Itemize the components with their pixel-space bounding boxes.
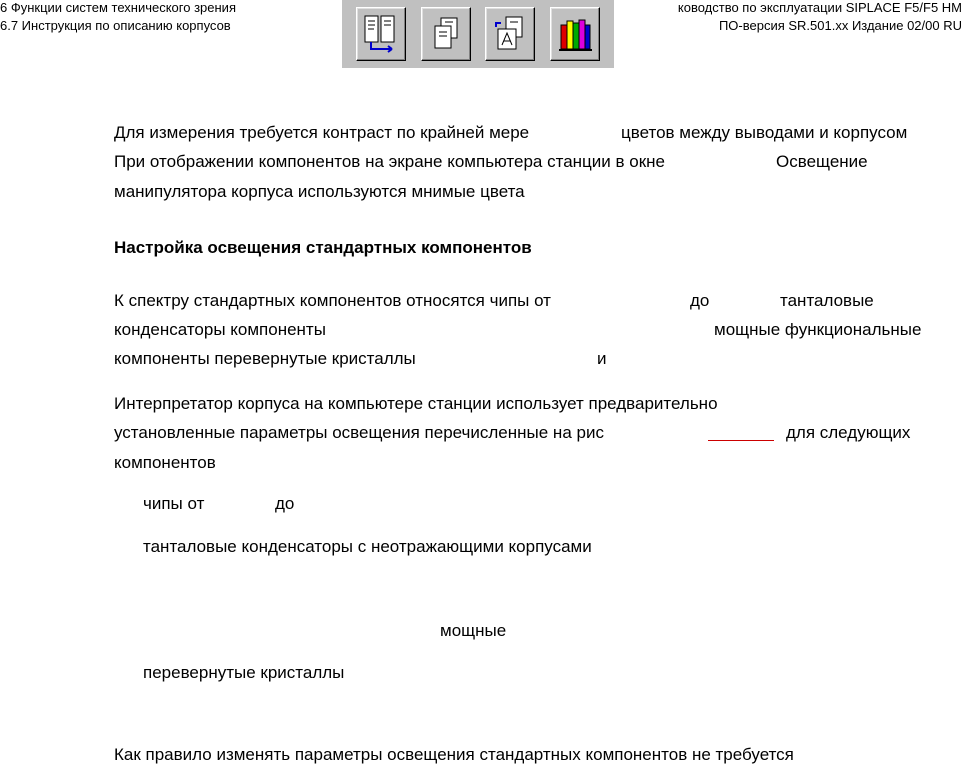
list-item-chips: чипы от — [143, 494, 205, 513]
header-section: 6.7 Инструкция по описанию корпусов — [0, 18, 231, 33]
paragraph-components-line1-to: до — [690, 291, 710, 310]
library-books-icon — [556, 13, 594, 55]
paragraph-contrast-line3: манипулятора корпуса используются мнимые цвета — [114, 182, 525, 201]
paragraph-components-line2-end: мощные функциональные — [714, 320, 922, 339]
navigation-toolbar — [342, 0, 614, 68]
table-of-contents-icon — [362, 13, 400, 55]
search-document-icon — [491, 13, 529, 55]
paragraph-contrast-window-name: Освещение — [776, 152, 868, 171]
list-item-flip-chip: перевернутые кристаллы — [143, 663, 345, 682]
paragraph-components-line3: компоненты перевернутые кристаллы — [114, 349, 416, 368]
paragraph-interpreter-line1: Интерпретатор корпуса на компьютере станции использует предварительно — [114, 394, 718, 413]
list-item-chips-to: до — [275, 494, 295, 513]
header-chapter: 6 Функции систем технического зрения — [0, 0, 236, 15]
paragraph-interpreter-line2-end: для следующих — [786, 423, 911, 442]
paragraph-components-line3-and: и — [597, 349, 607, 368]
paragraph-contrast-line2: При отображении компонентов на экране компьютера станции в окне — [114, 152, 665, 171]
pages-icon — [427, 13, 465, 55]
paragraph-components-line2: конденсаторы компоненты — [114, 320, 326, 339]
figure-reference-link[interactable] — [708, 440, 774, 441]
paragraph-contrast-line1: Для измерения требуется контраст по крайней мере — [114, 123, 530, 142]
paragraph-conclusion: Как правило изменять параметры освещения стандартных компонентов не требуется — [114, 745, 794, 764]
table-of-contents-button[interactable] — [356, 7, 406, 61]
header-version: ПО-версия SR.501.xx Издание 02/00 RU — [718, 18, 962, 33]
header-manual-title: ководство по эксплуатации SIPLACE F5/F5 HM — [677, 0, 962, 15]
paragraph-interpreter-line3: компонентов — [114, 453, 216, 472]
library-button[interactable] — [550, 7, 600, 61]
list-item-tantalum: танталовые конденсаторы с неотражающими корпусами — [143, 537, 592, 556]
list-item-power: мощные — [440, 621, 507, 640]
pages-button[interactable] — [421, 7, 471, 61]
paragraph-interpreter-line2: установленные параметры освещения перечисленные на рис — [114, 423, 604, 442]
search-document-button[interactable] — [485, 7, 535, 61]
section-heading: Настройка освещения стандартных компонентов — [114, 238, 532, 257]
paragraph-components-line1-end: танталовые — [780, 291, 874, 310]
paragraph-components-line1: К спектру стандартных компонентов относятся чипы от — [114, 291, 551, 310]
paragraph-contrast-line1-end: цветов между выводами и корпусом — [621, 123, 908, 142]
